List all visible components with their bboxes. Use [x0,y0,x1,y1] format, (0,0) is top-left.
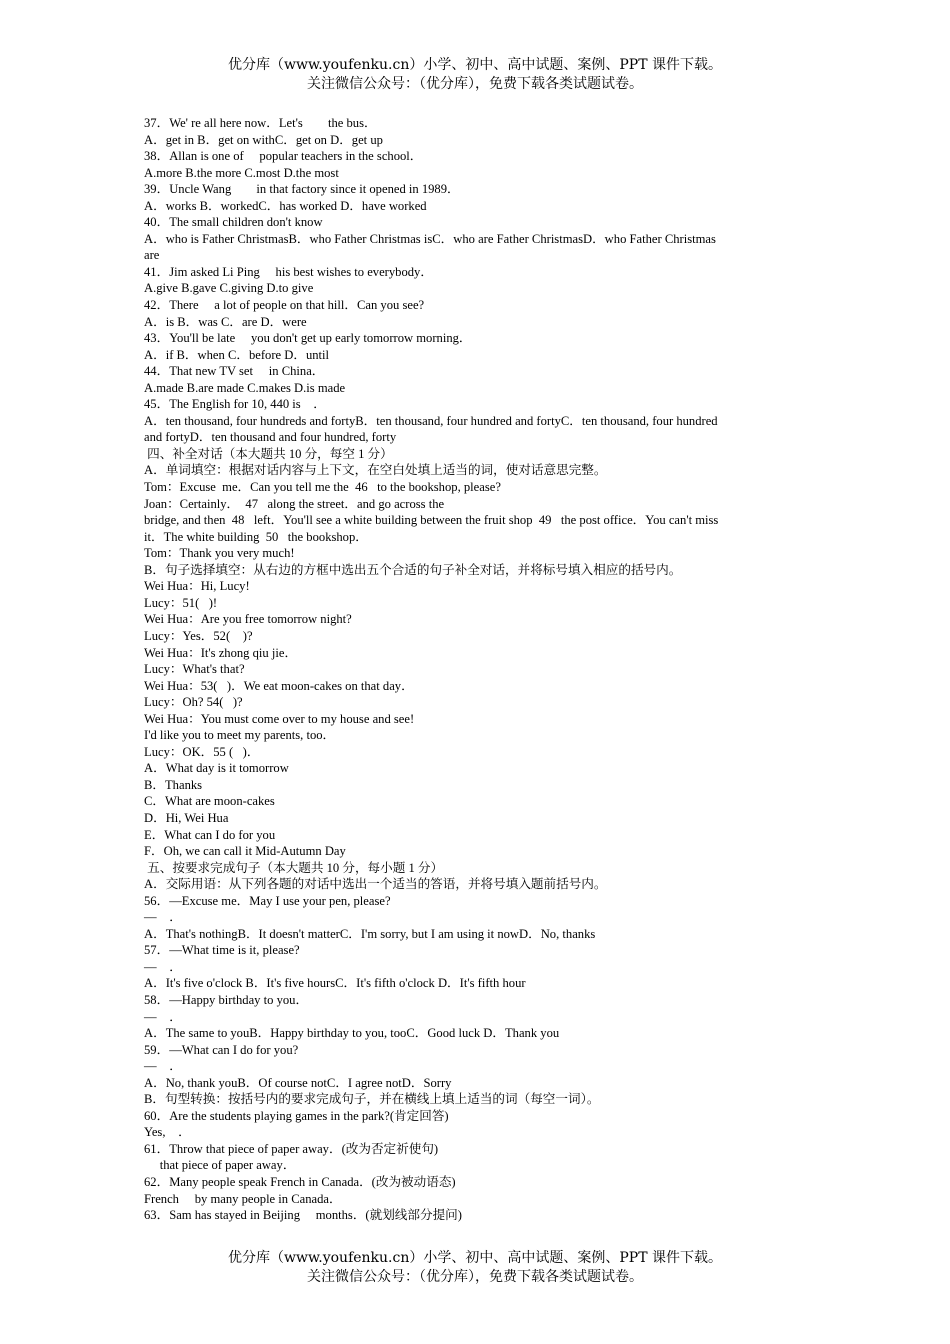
page-header [0,56,950,94]
text-line: Tom：Excuse me．Can you tell me the 46 to the bookshop, please? [144,480,501,495]
text-line: A．if B．when C．before D．until [144,347,330,362]
text-line: 56．—Excuse me．May I use your pen, please? [144,893,391,908]
text-line: 40．The small children don't know [144,215,323,230]
text-line: — ． [144,1059,182,1074]
document-body [144,115,809,1224]
text-line: Lucy：Yes．52( )? [144,628,253,643]
text-line: F．Oh, we can call it Mid-Autumn Day [144,844,346,859]
text-line: D．Hi, Wei Hua [144,810,229,825]
text-line: and fortyD．ten thousand and four hundred, forty [144,430,397,445]
text-line: 60．Are the students playing games in the park?(肯定回答) [144,1108,449,1123]
text-line: 58．—Happy birthday to you． [144,992,309,1007]
text-line: I'd like you to meet my parents, too． [144,728,336,743]
text-line: 43．You'll be late you don't get up early tomorrow morning． [144,331,472,346]
text-line: 61．Throw that piece of paper away．(改为否定祈使句) [144,1141,439,1156]
text-line: — ． [144,910,182,925]
text-line: A．The same to youB．Happy birthday to you, tooC．Good luck D．Thank you [144,1026,560,1041]
text-line: Yes, ． [144,1125,191,1140]
header-line-2: 关注微信公众号：（优分库），免费下载各类试题试卷。 [307,76,643,92]
text-line: A．who is Father ChristmasB．who Father Christmas isC．who are Father ChristmasD．who Father Christmas [144,231,716,246]
text-line: Wei Hua：53( )．We eat moon-cakes on that day． [144,678,414,693]
text-line: B．句子选择填空：从右边的方框中选出五个合适的句子补全对话，并将标号填入相应的括号内。 [144,562,682,577]
text-line: 63．Sam has stayed in Beijing months．(就划线部分提问) [144,1208,462,1223]
text-line: it．The white building 50 the bookshop． [144,529,368,544]
text-line: 45．The English for 10, 440 is ． [144,397,326,412]
header-line-1: 优分库（www.youfenku.cn）小学、初中、高中试题、案例、PPT 课件下载。 [227,57,722,73]
text-line: A．It's five o'clock B．It's five hoursC．It's fifth o'clock D．It's fifth hour [144,976,526,991]
text-line: 62．Many people speak French in Canada．(改为被动语态) [144,1175,456,1189]
page-footer [0,1249,950,1287]
text-line: A.give B.gave C.giving D.to give [144,281,314,296]
text-line: 42．There a lot of people on that hill．Can you see? [144,298,425,313]
text-line: A．That's nothingB．It doesn't matterC．I'm sorry, but I am using it nowD．No, thanks [144,926,596,941]
text-line: A．ten thousand, four hundreds and fortyB．ten thousand, four hundred and fortyC．ten thousand, four hundred [144,413,718,428]
text-line: Lucy：OK．55 ( )． [144,744,260,759]
text-line: E．What can I do for you [144,827,276,842]
text-line: — ． [144,1009,182,1024]
text-line: 41．Jim asked Li Ping his best wishes to everybody． [144,264,433,279]
text-line: — ． [144,959,182,974]
text-line: A．works B．workedC．has worked D．have worked [144,198,427,213]
footer-line-1: 优分库（www.youfenku.cn）小学、初中、高中试题、案例、PPT 课件下载。 [227,1250,722,1266]
text-line: 44．That new TV set in China． [144,364,325,379]
text-line: A．What day is it tomorrow [144,761,289,776]
text-line: Wei Hua：Hi, Lucy! [144,579,250,594]
text-line: Lucy：51( )! [144,595,218,610]
text-line: B．Thanks [144,777,203,792]
text-line: A.made B.are made C.makes D.is made [144,380,346,395]
text-line: A.more B.the more C.most D.the most [144,165,339,180]
text-line: 59．—What can I do for you? [144,1042,299,1057]
text-line: that piece of paper away． [144,1158,296,1173]
text-line: French by many people in Canada． [144,1191,342,1206]
text-line: C．What are moon-cakes [144,794,275,809]
text-line: Wei Hua：It's zhong qiu jie． [144,645,298,660]
text-line: A．No, thank youB．Of course notC．I agree notD．Sorry [144,1075,452,1090]
text-line: 四、补全对话（本大题共 10 分，每空 1 分） [144,446,393,461]
text-line: Wei Hua：You must come over to my house and see! [144,711,415,726]
text-line: A．交际用语：从下列各题的对话中选出一个适当的答语，并将号填入题前括号内。 [144,877,607,892]
text-line: 五、按要求完成句子（本大题共 10 分，每小题 1 分） [144,860,444,875]
text-line: 57．—What time is it, please? [144,943,300,958]
text-line: are [144,248,160,263]
text-line: Wei Hua：Are you free tomorrow night? [144,612,352,627]
text-line: Tom：Thank you very much! [144,546,295,561]
text-line: 38．Allan is one of popular teachers in the school． [144,149,423,164]
text-line: Lucy：What's that? [144,662,245,677]
text-line: A．get in B．get on withC．get on D．get up [144,132,383,147]
text-line: Lucy：Oh? 54( )? [144,695,243,710]
text-line: A．单词填空：根据对话内容与上下文，在空白处填上适当的词，使对话意思完整。 [144,463,607,478]
text-line: Joan：Certainly． 47 along the street．and go across the [144,496,445,511]
text-line: 39．Uncle Wang in that factory since it opened in 1989． [144,182,460,197]
text-line: bridge, and then 48 left．You'll see a white building between the fruit shop 49 the post office．You can't miss [144,513,719,528]
text-line: B．句型转换：按括号内的要求完成句子，并在横线上填上适当的词（每空一词）。 [144,1092,600,1107]
footer-line-2: 关注微信公众号：（优分库），免费下载各类试题试卷。 [307,1269,643,1285]
text-line: A．is B．was C．are D．were [144,314,307,329]
text-line: 37．We' re all here now．Let's the bus． [144,116,377,130]
